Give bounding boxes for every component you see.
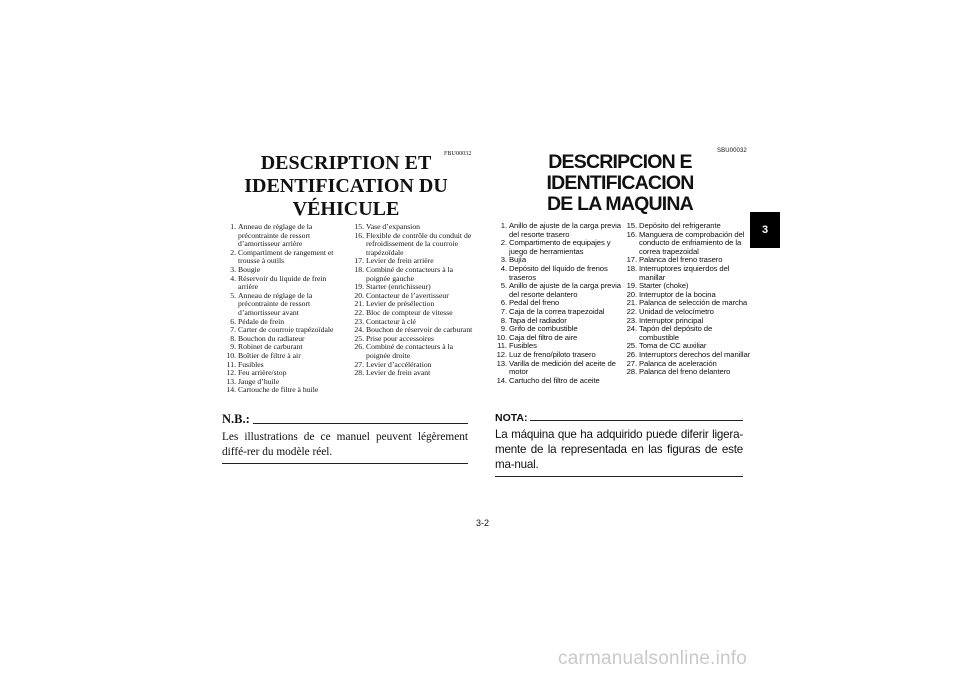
- item-text: Anillo de ajuste de la carga previa del resorte delantero: [509, 281, 621, 299]
- list-item: [352, 266, 474, 283]
- list-item: [224, 275, 346, 292]
- item-number: 7.: [230, 325, 236, 335]
- section-code-es: SBU00032: [717, 148, 747, 154]
- item-number: 25.: [354, 333, 364, 343]
- item-text: Réservoir du liquide de frein arrière: [238, 273, 327, 292]
- item-number: 17.: [626, 255, 637, 265]
- list-item: [495, 222, 623, 239]
- item-number: 4.: [230, 273, 236, 283]
- item-number: 1.: [230, 222, 236, 231]
- section-code-fr: FBU00032: [444, 151, 472, 157]
- note-fr: [222, 412, 468, 464]
- item-number: 12.: [496, 349, 507, 359]
- list-item: [625, 368, 751, 377]
- item-text: Flexible de contrôle du conduit de refroidissement de la courroie trapézoïdale: [366, 230, 472, 257]
- note-text: La máquina que ha adquirido puede diferir ligera-mente de la representada en las figuras de este ma-nual.: [495, 428, 743, 471]
- chapter-tab: 3: [750, 212, 780, 248]
- item-number: 2.: [230, 247, 236, 257]
- item-number: 6.: [230, 316, 236, 326]
- item-text: Depósito del líquido de frenos traseros: [509, 263, 608, 282]
- item-number: 18.: [354, 264, 364, 274]
- item-number: 20.: [626, 289, 637, 299]
- item-text: Interruptor de la bocina: [639, 289, 716, 299]
- item-number: 2.: [500, 238, 507, 248]
- item-text: Feu arrière/stop: [238, 368, 287, 378]
- item-number: 6.: [500, 298, 507, 308]
- item-text: Fusibles: [509, 341, 537, 351]
- item-number: 10.: [496, 332, 507, 342]
- item-number: 13.: [496, 358, 507, 368]
- item-text: Carter de courroie trapézoïdale: [238, 325, 334, 335]
- item-text: Tapa del radiador: [509, 315, 567, 325]
- item-text: Compartiment de rangement et trousse à outils: [238, 247, 334, 266]
- item-number: 28.: [626, 367, 637, 377]
- parts-list-es-col1: [495, 222, 623, 385]
- list-item: [352, 343, 474, 360]
- item-number: 21.: [354, 299, 364, 309]
- list-item: [625, 265, 751, 282]
- item-number: 19.: [354, 282, 364, 292]
- item-number: 16.: [626, 229, 637, 239]
- item-number: 15.: [626, 221, 637, 230]
- section-title-es: [490, 152, 750, 215]
- item-text: Pedal del freno: [509, 298, 560, 308]
- list-item: [625, 231, 751, 257]
- note-header: [495, 412, 743, 424]
- item-text: Pédale de frein: [238, 316, 285, 326]
- item-text: Interruptors derechos del manillar: [639, 349, 751, 359]
- item-text: Unidad de velocímetro: [639, 306, 714, 316]
- item-number: 13.: [226, 376, 236, 386]
- list-item: [224, 223, 346, 249]
- item-number: 24.: [354, 325, 364, 335]
- item-number: 16.: [354, 230, 364, 240]
- item-text: Levier de frein arrière: [366, 256, 434, 266]
- note-bottom-rule: [495, 476, 743, 477]
- list-item: [495, 239, 623, 256]
- list-item: [224, 249, 346, 266]
- item-text: Robinet de carburant: [238, 342, 303, 352]
- parts-list-fr-col1: [224, 223, 346, 395]
- item-number: 17.: [354, 256, 364, 266]
- item-text: Palanca de aceleración: [639, 358, 717, 368]
- title-line-2: IDENTIFICATION DU VÉHICULE: [244, 175, 448, 220]
- item-text: Contacteur à clé: [366, 316, 416, 326]
- item-text: Tapón del depósito de combustible: [639, 324, 713, 342]
- title-line-1: DESCRIPCION E IDENTIFICACION: [546, 151, 694, 194]
- list-item: [495, 282, 623, 299]
- item-text: Prise pour accessoires: [366, 333, 434, 343]
- item-number: 26.: [354, 342, 364, 352]
- item-text: Anillo de ajuste de la carga previa del resorte trasero: [509, 221, 621, 239]
- item-number: 26.: [626, 349, 637, 359]
- item-number: 10.: [226, 350, 236, 360]
- item-text: Cartouche de filtre à huile: [238, 385, 319, 395]
- item-number: 23.: [354, 316, 364, 326]
- list-item: [352, 369, 474, 378]
- item-number: 27.: [626, 358, 637, 368]
- item-number: 8.: [500, 315, 507, 325]
- item-number: 11.: [497, 341, 507, 351]
- item-text: Toma de CC auxiliar: [639, 341, 707, 351]
- item-text: Compartimento de equipajes y juego de herramientas: [509, 238, 611, 256]
- item-number: 19.: [626, 281, 637, 291]
- note-label: N.B.:: [222, 412, 250, 426]
- section-title-fr: [222, 152, 470, 221]
- item-number: 20.: [354, 290, 364, 300]
- item-text: Bouchon de réservoir de carburant: [366, 325, 473, 335]
- item-text: Anneau de réglage de la précontrainte de ressort d’amortisseur arrière: [238, 222, 313, 249]
- title-line-2: DE LA MAQUINA: [547, 193, 693, 215]
- item-text: Bujía: [509, 255, 527, 265]
- note-rule: [530, 420, 743, 421]
- item-number: 3.: [500, 255, 507, 265]
- note-label: NOTA:: [495, 412, 528, 424]
- item-number: 11.: [226, 359, 236, 369]
- item-text: Palanca del freno delantero: [639, 367, 731, 377]
- item-text: Boîtier de filtre à air: [238, 350, 301, 360]
- title-line-1: DESCRIPTION ET: [260, 152, 432, 174]
- item-number: 23.: [626, 315, 637, 325]
- list-item: [495, 265, 623, 282]
- note-bottom-rule: [222, 463, 468, 464]
- item-text: Starter (choke): [639, 281, 689, 291]
- item-number: 28.: [354, 368, 364, 378]
- item-number: 14.: [226, 385, 236, 395]
- item-number: 9.: [230, 342, 236, 352]
- item-text: Varilla de medición del aceite de motor: [509, 358, 616, 377]
- watermark: carmanualsonline.info: [558, 648, 748, 669]
- list-item: [495, 377, 623, 386]
- item-number: 3.: [230, 264, 236, 274]
- item-text: Luz de freno/piloto trasero: [509, 349, 596, 359]
- item-text: Cartucho del filtro de aceite: [509, 375, 600, 385]
- item-text: Bougie: [238, 264, 261, 274]
- list-item: [495, 360, 623, 377]
- parts-list-es-col2: [625, 222, 751, 377]
- item-number: 24.: [626, 324, 637, 334]
- item-text: Depósito del refrigerante: [639, 221, 721, 230]
- item-text: Fusibles: [238, 359, 264, 369]
- page-number: 3-2: [476, 518, 490, 528]
- item-text: Bouchon du radiateur: [238, 333, 305, 343]
- list-item: [224, 292, 346, 318]
- item-number: 7.: [500, 306, 507, 316]
- parts-list-fr-col2: [352, 223, 474, 378]
- item-text: Vase d’expansion: [366, 222, 421, 231]
- list-item: [625, 325, 751, 342]
- item-number: 12.: [226, 368, 236, 378]
- note-es: [495, 412, 743, 477]
- item-text: Bloc de compteur de vitesse: [366, 307, 453, 317]
- item-number: 21.: [626, 298, 637, 308]
- item-number: 18.: [626, 263, 637, 273]
- item-text: Combiné de contacteurs à la poignée gauche: [366, 264, 454, 283]
- item-text: Interruptor principal: [639, 315, 704, 325]
- note-header: [222, 412, 468, 427]
- item-text: Levier de présélection: [366, 299, 435, 309]
- item-text: Caja del filtro de aire: [509, 332, 578, 342]
- item-number: 5.: [500, 281, 507, 291]
- item-text: Levier de frein avant: [366, 368, 431, 378]
- item-number: 9.: [500, 324, 507, 334]
- item-text: Levier d’accélération: [366, 359, 432, 369]
- item-text: Starter (enrichisseur): [366, 282, 431, 292]
- item-text: Palanca del freno trasero: [639, 255, 723, 265]
- item-number: 27.: [354, 359, 364, 369]
- item-number: 22.: [626, 306, 637, 316]
- list-item: [352, 232, 474, 258]
- item-number: 14.: [496, 375, 507, 385]
- item-number: 22.: [354, 307, 364, 317]
- list-item: [224, 386, 346, 395]
- item-text: Contacteur de l’avertisseur: [366, 290, 449, 300]
- item-number: 5.: [230, 290, 236, 300]
- item-text: Grifo de combustible: [509, 324, 578, 334]
- item-number: 25.: [626, 341, 637, 351]
- note-rule: [253, 423, 468, 424]
- item-text: Anneau de réglage de la précontrainte de ressort d’amortisseur avant: [238, 290, 313, 317]
- item-text: Manguera de comprobación del conducto de enfriamiento de la correa trapezoidal: [639, 229, 745, 256]
- item-number: 1.: [500, 221, 507, 230]
- item-text: Interruptores izquierdos del manillar: [639, 263, 730, 282]
- item-text: Palanca de selección de marcha: [639, 298, 748, 308]
- item-number: 15.: [354, 222, 364, 231]
- item-text: Jauge d’huile: [238, 376, 280, 386]
- item-text: Caja de la correa trapezoidal: [509, 306, 605, 316]
- note-text: Les illustrations de ce manuel peuvent légèrement diffé-rer du modèle réel.: [222, 431, 468, 458]
- item-text: Combiné de contacteurs à la poignée droite: [366, 342, 454, 360]
- item-number: 4.: [500, 263, 507, 273]
- item-number: 8.: [230, 333, 236, 343]
